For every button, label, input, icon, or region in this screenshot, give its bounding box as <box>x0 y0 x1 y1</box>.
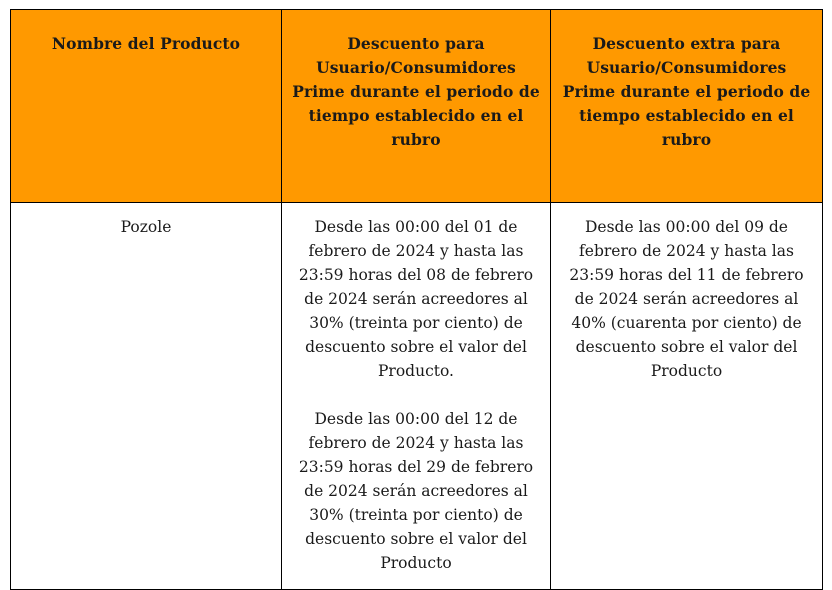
discount-period-1: Desde las 00:00 del 01 de febrero de 2024 y hasta las 23:59 horas del 08 de febrero de 2024 serán acreedores al 30% (treinta por ciento) de descuento sobre el valor del Producto. <box>298 218 534 380</box>
header-row <box>11 10 823 203</box>
extra-discount-cell: Desde las 00:00 del 09 de febrero de 2024 y hasta las 23:59 horas del 11 de febrero de 2024 serán acreedores al 40% (cuarenta por ciento) de descuento sobre el valor del Producto <box>551 203 823 590</box>
table-row <box>11 203 823 590</box>
header-prime-discount: Descuento para Usuario/Consumidores Prime durante el periodo de tiempo establecido en el rubro <box>282 10 551 203</box>
product-name-cell: Pozole <box>11 203 282 590</box>
prime-discount-cell <box>282 203 551 590</box>
header-product-name: Nombre del Producto <box>11 10 282 203</box>
discount-period-2: Desde las 00:00 del 12 de febrero de 2024 y hasta las 23:59 horas del 29 de febrero de 2024 serán acreedores al 30% (treinta por ciento) de descuento sobre el valor del Producto <box>298 410 534 572</box>
header-extra-discount: Descuento extra para Usuario/Consumidores Prime durante el periodo de tiempo establecido en el rubro <box>551 10 823 203</box>
discount-table <box>10 9 823 590</box>
